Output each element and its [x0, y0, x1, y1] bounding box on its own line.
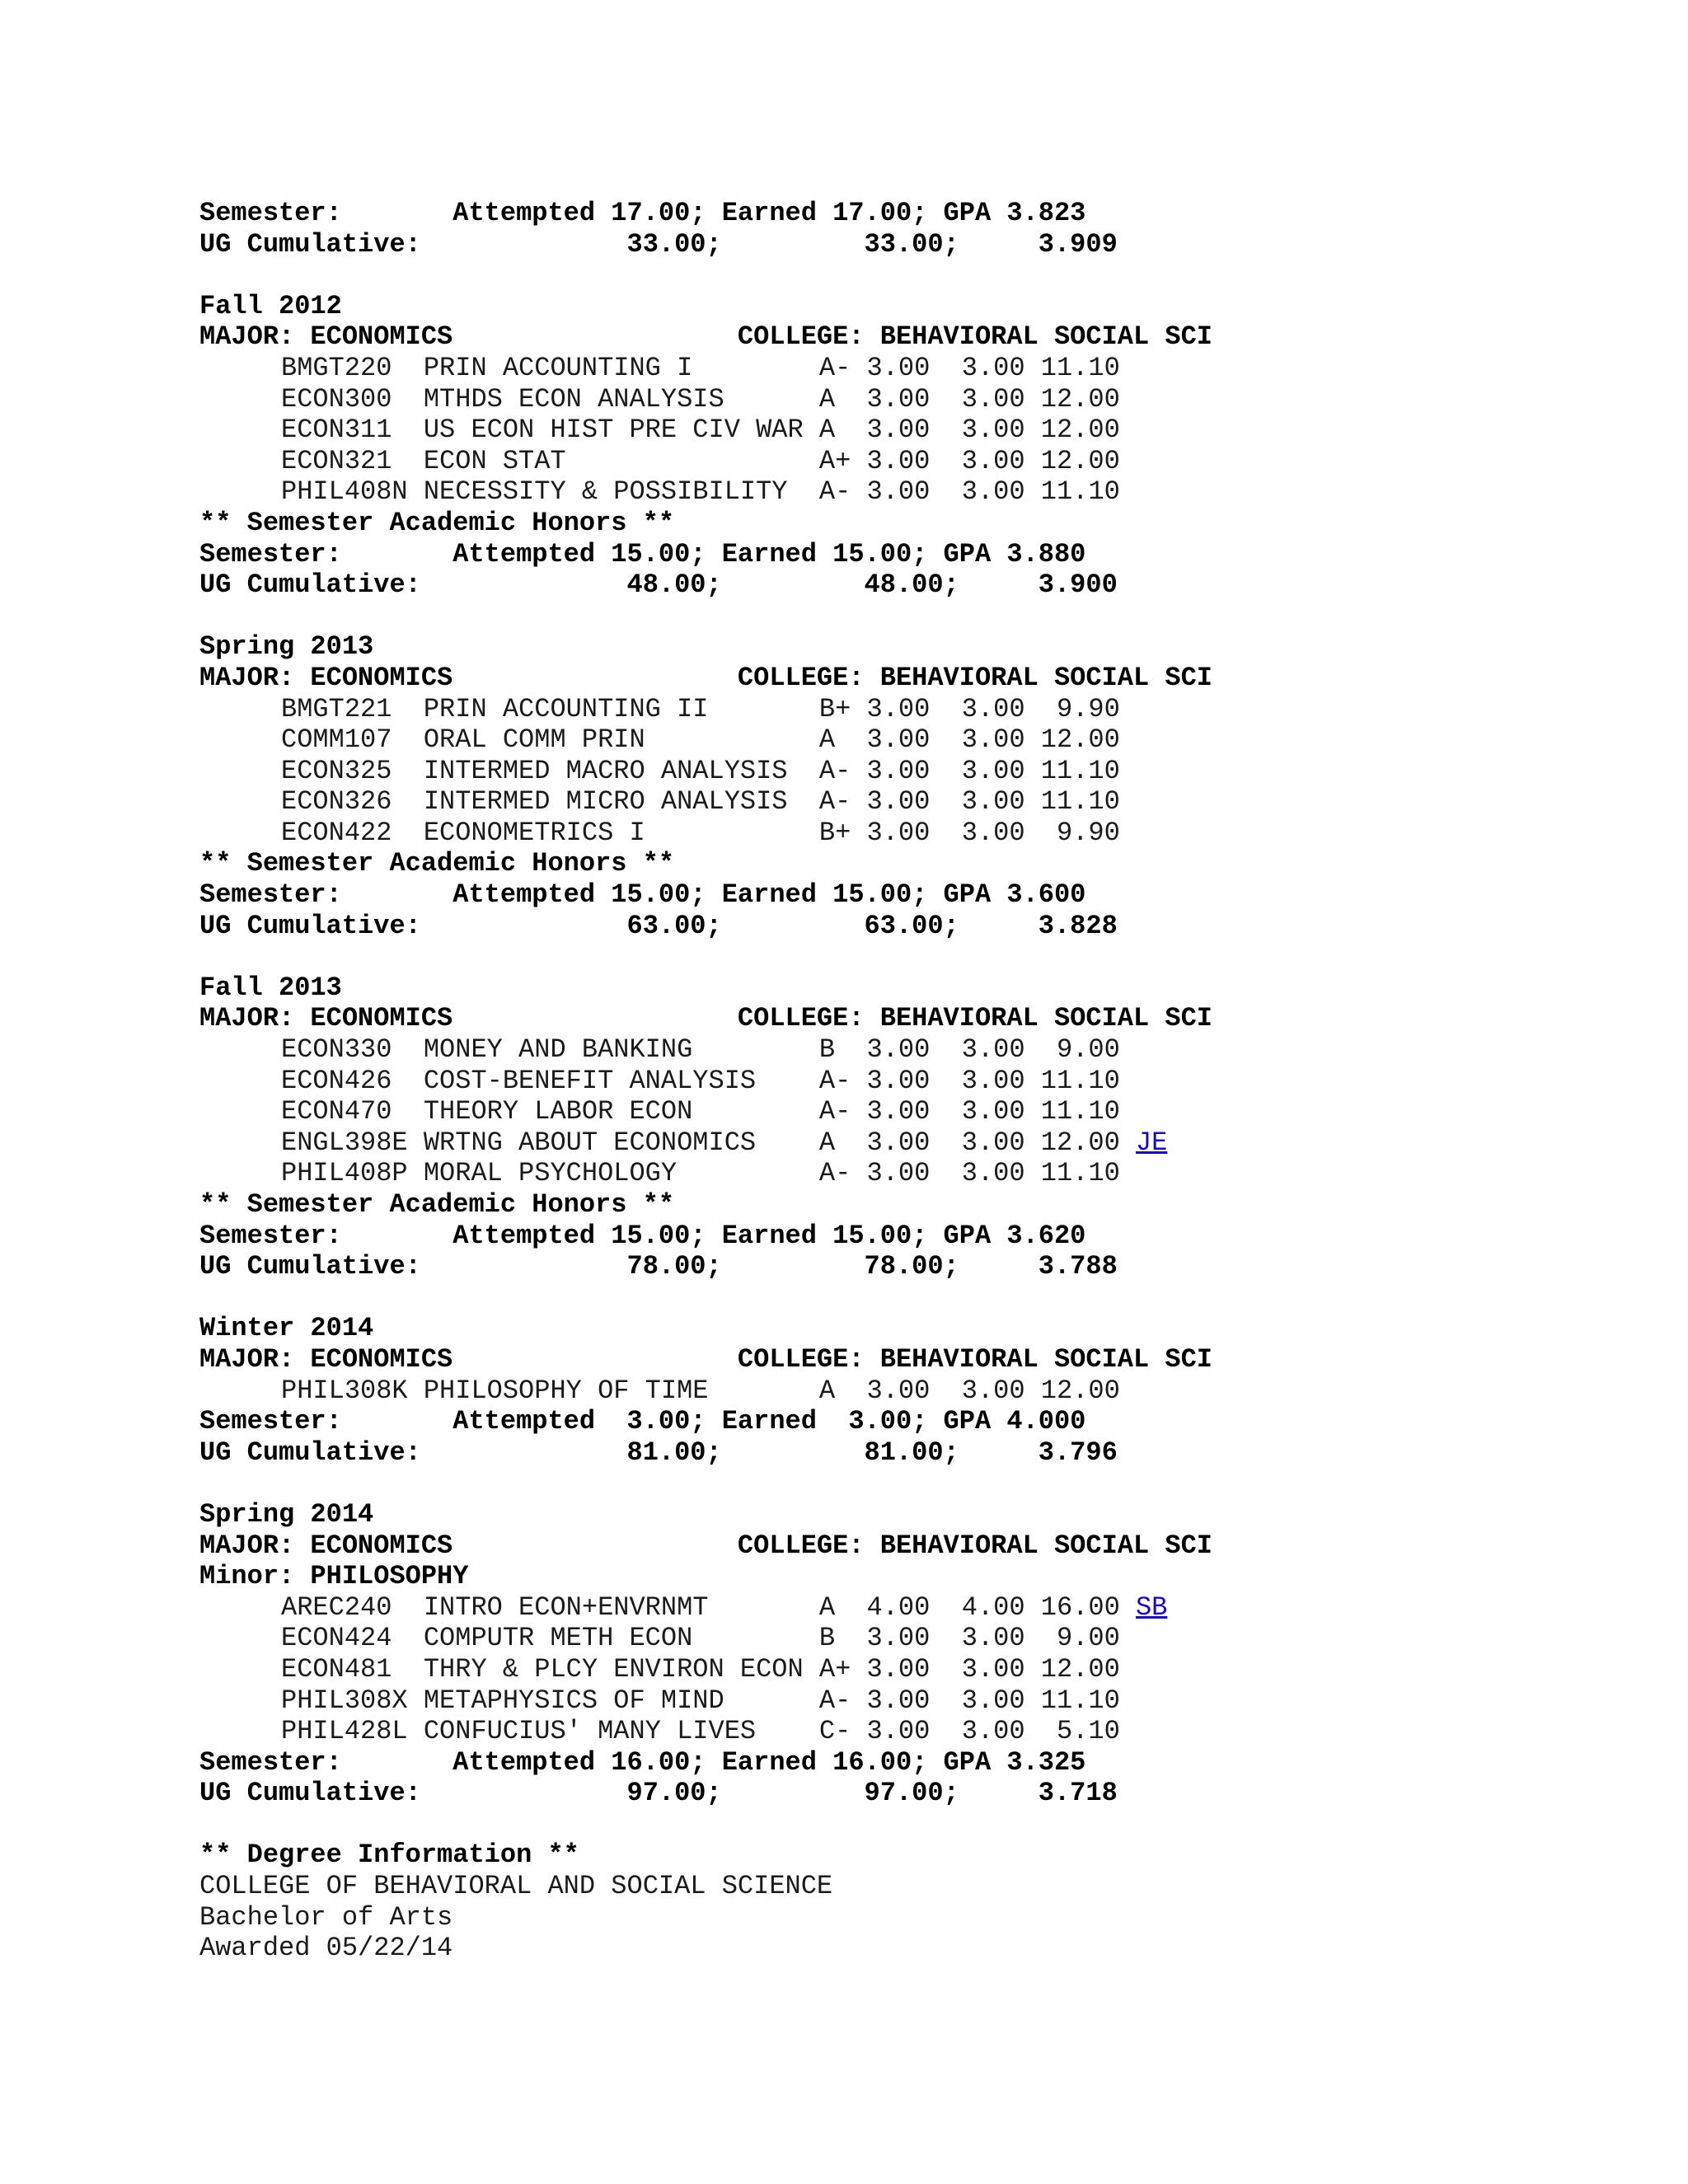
major-college-line: MAJOR: ECONOMICS COLLEGE: BEHAVIORAL SOCIAL SCI [199, 1343, 1212, 1375]
course-row: PHIL428L CONFUCIUS' MANY LIVES C- 3.00 3.00 5.10 [281, 1716, 1120, 1747]
spacer [199, 1468, 1601, 1499]
course-row: ECON330 MONEY AND BANKING B 3.00 3.00 9.00 [281, 1034, 1120, 1066]
major-college-line: MAJOR: ECONOMICS COLLEGE: BEHAVIORAL SOCIAL SCI [199, 321, 1212, 353]
course-text: ENGL398E WRTNG ABOUT ECONOMICS A 3.00 3.00 12.00 [281, 1127, 1120, 1158]
transcript-page [199, 198, 1601, 1964]
term-block [199, 1313, 1601, 1468]
course-row: ECON321 ECON STAT A+ 3.00 3.00 12.00 [281, 445, 1120, 476]
term-block [199, 631, 1601, 941]
course-row: ECON481 THRY & PLCY ENVIRON ECON A+ 3.00 3.00 12.00 [281, 1653, 1120, 1685]
honors-line: ** Semester Academic Honors ** [199, 1189, 675, 1220]
term-title: Winter 2014 [199, 1313, 374, 1344]
term-block [199, 972, 1601, 1282]
course-row: PHIL308K PHILOSOPHY OF TIME A 3.00 3.00 12.00 [281, 1375, 1120, 1406]
cumulative-summary: UG Cumulative: 81.00; 81.00; 3.796 [199, 1436, 1118, 1468]
course-row: ECON326 INTERMED MICRO ANALYSIS A- 3.00 3.00 11.10 [281, 786, 1120, 818]
semester-summary: Semester: Attempted 15.00; Earned 15.00; GPA 3.880 [199, 538, 1086, 569]
course-row: ECON422 ECONOMETRICS I B+ 3.00 3.00 9.90 [281, 817, 1120, 848]
term-title: Spring 2013 [199, 631, 374, 663]
spacer [199, 1282, 1601, 1314]
course-row [199, 1592, 1601, 1624]
major-college-line: MAJOR: ECONOMICS COLLEGE: BEHAVIORAL SOCIAL SCI [199, 662, 1212, 693]
spacer [199, 941, 1601, 972]
cumulative-summary: UG Cumulative: 97.00; 97.00; 3.718 [199, 1778, 1118, 1809]
course-row: BMGT220 PRIN ACCOUNTING I A- 3.00 3.00 11.10 [281, 352, 1120, 383]
course-row: ECON311 US ECON HIST PRE CIV WAR A 3.00 3.00 12.00 [281, 415, 1120, 446]
degree-awarded: Awarded 05/22/14 [199, 1933, 453, 1964]
term-title: Fall 2013 [199, 972, 342, 1003]
cumulative-summary: UG Cumulative: 78.00; 78.00; 3.788 [199, 1251, 1118, 1282]
course-row: ECON300 MTHDS ECON ANALYSIS A 3.00 3.00 12.00 [281, 383, 1120, 415]
course-row: PHIL308X METAPHYSICS OF MIND A- 3.00 3.00 11.10 [281, 1685, 1120, 1716]
spacer [199, 1809, 1601, 1840]
spacer [199, 601, 1601, 632]
minor-line: Minor: PHILOSOPHY [199, 1561, 469, 1592]
degree-college: COLLEGE OF BEHAVIORAL AND SOCIAL SCIENCE [199, 1871, 833, 1902]
degree-info [199, 1840, 1601, 1963]
course-text: AREC240 INTRO ECON+ENVRNMT A 4.00 4.00 16.00 [281, 1591, 1120, 1623]
semester-summary: Semester: Attempted 15.00; Earned 15.00; GPA 3.600 [199, 879, 1086, 911]
honors-line: ** Semester Academic Honors ** [199, 848, 675, 879]
course-row: ECON470 THEORY LABOR ECON A- 3.00 3.00 11.10 [281, 1096, 1120, 1127]
degree-heading: ** Degree Information ** [199, 1840, 579, 1871]
honors-line: ** Semester Academic Honors ** [199, 507, 675, 538]
course-note-link[interactable]: SB [1135, 1591, 1168, 1623]
cumulative-summary: UG Cumulative: 48.00; 48.00; 3.900 [199, 569, 1118, 601]
course-row: ECON424 COMPUTR METH ECON B 3.00 3.00 9.00 [281, 1623, 1120, 1654]
major-college-line: MAJOR: ECONOMICS COLLEGE: BEHAVIORAL SOCIAL SCI [199, 1003, 1212, 1034]
cumulative-summary: UG Cumulative: 63.00; 63.00; 3.828 [199, 910, 1118, 941]
course-row: PHIL408N NECESSITY & POSSIBILITY A- 3.00 3.00 11.10 [281, 476, 1120, 508]
term-title: Fall 2012 [199, 290, 342, 321]
term-block [199, 291, 1601, 601]
term-title: Spring 2014 [199, 1498, 374, 1530]
semester-summary: Semester: Attempted 17.00; Earned 17.00; GPA 3.823 [199, 198, 1086, 228]
degree-name: Bachelor of Arts [199, 1901, 453, 1933]
course-row: COMM107 ORAL COMM PRIN A 3.00 3.00 12.00 [281, 724, 1120, 756]
semester-summary: Semester: Attempted 15.00; Earned 15.00; GPA 3.620 [199, 1220, 1086, 1251]
major-college-line: MAJOR: ECONOMICS COLLEGE: BEHAVIORAL SOCIAL SCI [199, 1530, 1212, 1561]
course-row: ECON325 INTERMED MACRO ANALYSIS A- 3.00 3.00 11.10 [281, 755, 1120, 786]
spacer [199, 260, 1601, 291]
course-row: BMGT221 PRIN ACCOUNTING II B+ 3.00 3.00 9.90 [281, 693, 1120, 724]
semester-summary: Semester: Attempted 3.00; Earned 3.00; GPA 4.000 [199, 1406, 1086, 1437]
course-note-link[interactable]: JE [1135, 1127, 1168, 1158]
course-row: ECON426 COST-BENEFIT ANALYSIS A- 3.00 3.00 11.10 [281, 1065, 1120, 1096]
course-row [199, 1127, 1601, 1159]
term-block [199, 1499, 1601, 1809]
cumulative-summary: UG Cumulative: 33.00; 33.00; 3.909 [199, 228, 1118, 260]
course-row: PHIL408P MORAL PSYCHOLOGY A- 3.00 3.00 11.10 [281, 1158, 1120, 1189]
semester-summary: Semester: Attempted 16.00; Earned 16.00; GPA 3.325 [199, 1746, 1086, 1778]
